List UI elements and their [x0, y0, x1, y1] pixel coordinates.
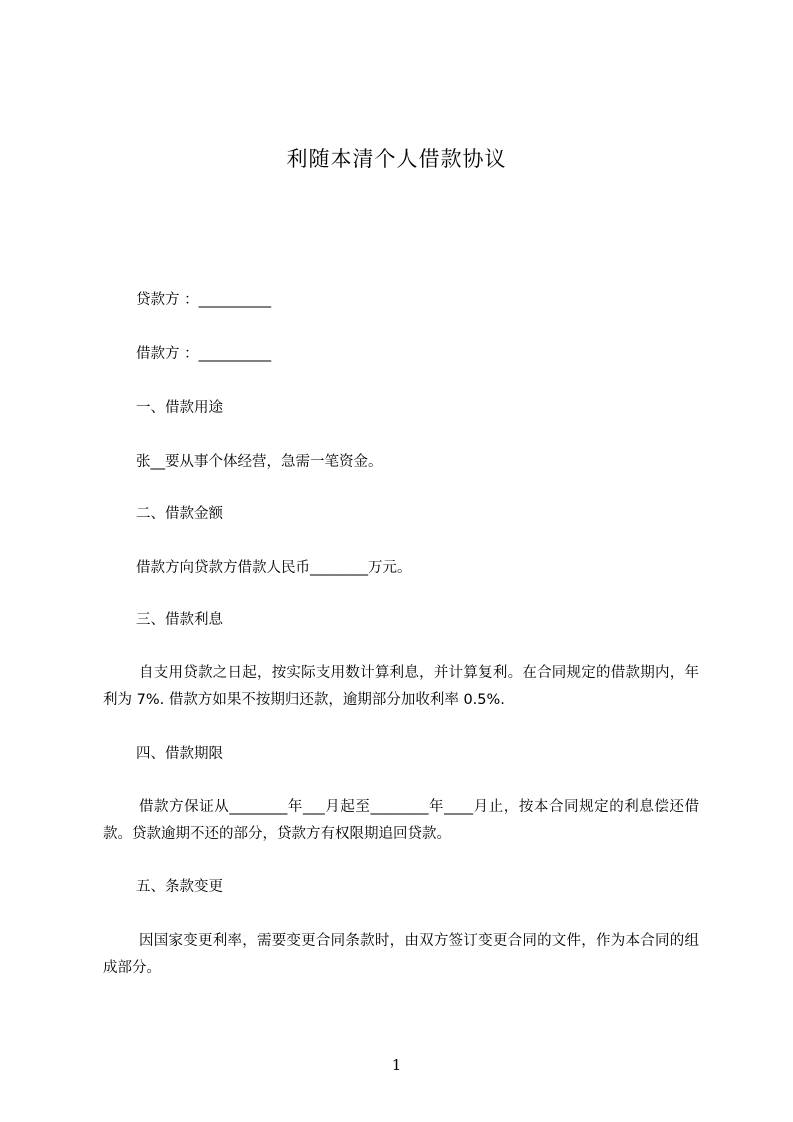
lender-line: 贷款方 ：__________ — [136, 292, 272, 308]
page-number: 1 — [391, 1056, 402, 1074]
section-body-purpose: 张__要从事个体经营，急需一笔资金。 — [136, 454, 383, 470]
section-body-interest: 自支用贷款之日起，按实际支用数计算利息，并计算复利。在合同规定的借款期内，年利为 7%. 借款方如果不按期归还款，逾期部分加收利率 0.5%. — [103, 665, 699, 708]
section-body-term: 借款方保证从________年___月起至________年____月止，按本合同规定的利息偿还借款。贷款逾期不还的部分，贷款方有权限期追回贷款。 — [103, 799, 699, 842]
section-heading-purpose: 一、借款用途 — [136, 400, 223, 416]
borrower-line: 借款方 ：__________ — [136, 346, 272, 362]
section-body-change: 因国家变更利率，需要变更合同条款时，由双方签订变更合同的文件，作为本合同的组成部分。 — [103, 933, 699, 976]
section-heading-amount: 二、借款金额 — [136, 506, 223, 522]
section-heading-change: 五、条款变更 — [136, 879, 223, 895]
section-heading-interest: 三、借款利息 — [136, 612, 223, 628]
section-body-amount: 借款方向贷款方借款人民币________万元。 — [136, 560, 412, 576]
section-heading-term: 四、借款期限 — [136, 746, 223, 762]
document-title: 利随本清个人借款协议 — [286, 147, 507, 171]
